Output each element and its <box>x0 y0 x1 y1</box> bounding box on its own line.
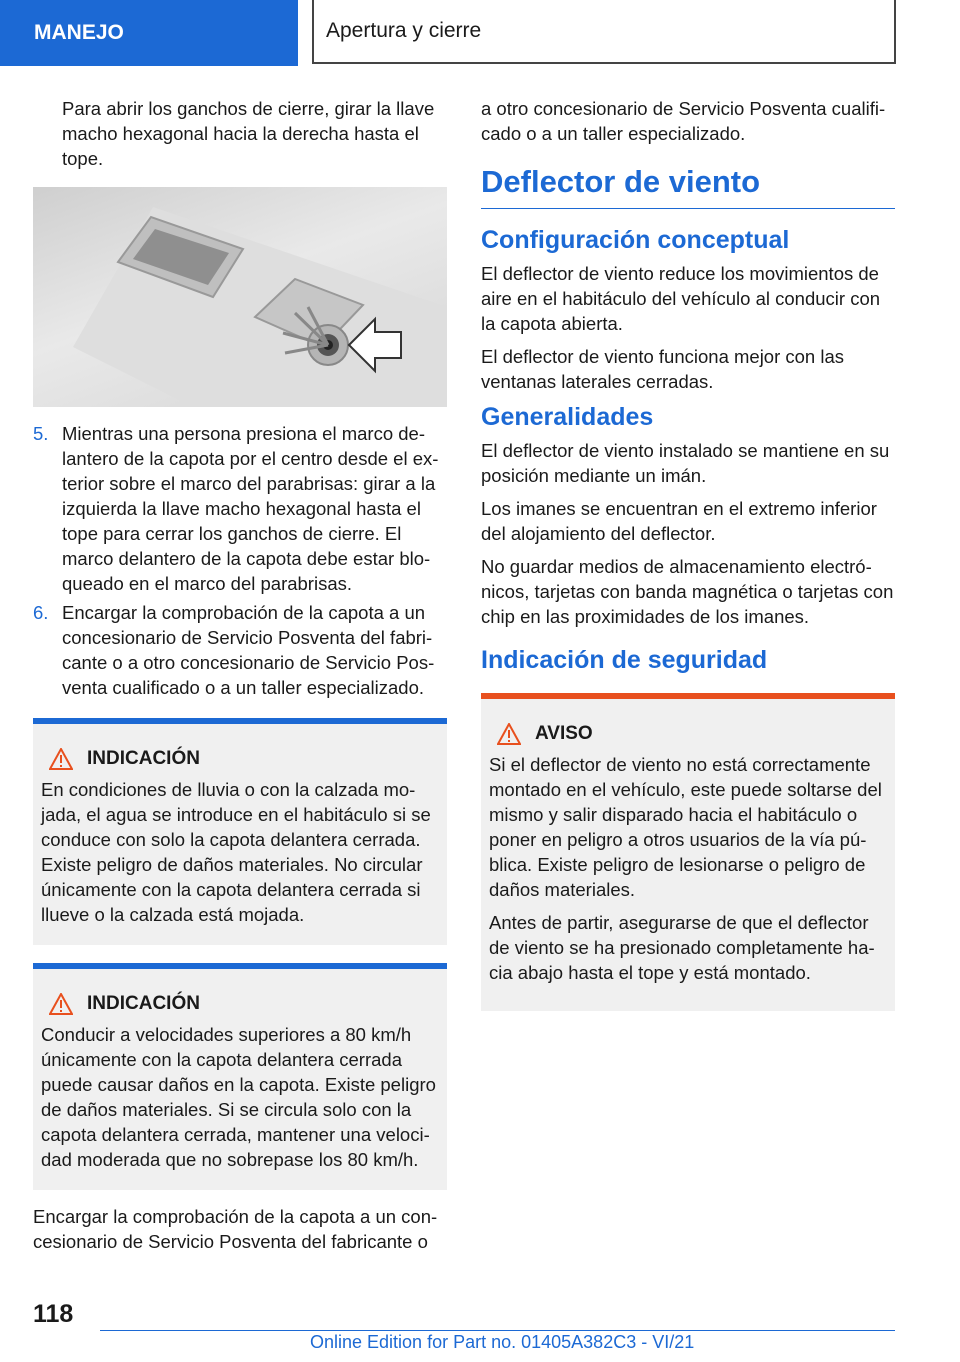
intro-paragraph: Para abrir los ganchos de cierre, girar la llave macho hexagonal hacia la derecha hasta el tope. <box>62 98 435 169</box>
notice-title <box>41 991 437 1016</box>
left-column <box>33 96 447 1262</box>
step-text: Mientras una persona presiona el marco de-lantero de la capota por el centro desde el ex-terior sobre el marco del parabrisas: girar a la izquierda la llave macho hexagonal hasta el tope para cerrar los ganchos de cierre. El marco delantero de la capota debe estar blo-queado en el marco del parabrisas. <box>62 423 439 594</box>
lock-illustration <box>33 187 447 407</box>
header-section-tab: MANEJO <box>0 0 298 66</box>
warning-text: Antes de partir, asegurarse de que el deflector de viento se ha presionado completamente ha-cia abajo hasta el tope y está montado. <box>489 912 875 983</box>
notice-box-rain <box>33 718 447 945</box>
step-number: 6. <box>33 602 49 623</box>
warning-triangle-icon <box>49 993 73 1015</box>
step-text: Encargar la comprobación de la capota a un concesionario de Servicio Posventa del fabri-cante o a otro concesionario de Servicio Pos-venta cualificado o a un taller especializado. <box>62 602 435 698</box>
warning-box <box>481 693 895 1011</box>
step-5 <box>33 421 447 596</box>
heading-safety: Indicación de seguridad <box>481 646 768 674</box>
continuation-paragraph: a otro concesionario de Servicio Posventa cualifi-cado o a un taller especializado. <box>481 98 886 144</box>
notice-title-text: INDICACIÓN <box>87 993 200 1014</box>
paragraph: El deflector de viento funciona mejor con las ventanas laterales cerradas. <box>481 346 845 392</box>
step-number: 5. <box>33 423 49 444</box>
footer-divider <box>100 1330 895 1331</box>
warning-text: Si el deflector de viento no está correctamente montado en el vehículo, este puede soltarse del mismo y salir disparado hacia el habitáculo o poner en peligro a otros usuarios de la vía pú-blica. Existe peligro de lesionarse o peligro de daños materiales. <box>489 754 882 900</box>
closing-paragraph: Encargar la comprobación de la capota a un con-cesionario de Servicio Posventa del fabricante o <box>33 1206 438 1252</box>
header-chapter-title: Apertura y cierre <box>312 0 896 64</box>
page-number: 118 <box>33 1300 74 1328</box>
hex-key-lock-photo <box>33 187 447 407</box>
heading-conceptual: Configuración conceptual <box>481 226 790 254</box>
warning-triangle-icon <box>49 748 73 770</box>
footer-edition-text: Online Edition for Part no. 01405A382C3 - VI/21 <box>310 1332 695 1352</box>
paragraph: El deflector de viento instalado se mantiene en su posición mediante un imán. <box>481 440 890 486</box>
step-6 <box>33 600 447 700</box>
notice-title <box>41 746 437 771</box>
notice-box-speed <box>33 963 447 1190</box>
paragraph: Los imanes se encuentran en el extremo inferior del alojamiento del deflector. <box>481 498 877 544</box>
paragraph: El deflector de viento reduce los movimientos de aire en el habitáculo del vehículo al conducir con la capota abierta. <box>481 263 881 334</box>
heading-general: Generalidades <box>481 403 654 431</box>
notice-text: Conducir a velocidades superiores a 80 km/h únicamente con la capota delantera cerrada puede causar daños en la capota. Existe peligro de daños materiales. Si se circula solo con la capota delantera cerrada, mantener una veloci-dad moderada que no sobrepase los 80 km/h. <box>41 1024 436 1170</box>
notice-text: En condiciones de lluvia o con la calzada mo-jada, el agua se introduce en el habitáculo si se conduce con solo la capota delantera cerrada. Existe peligro de daños materiales. No circular únicamente con la capota delantera cerrada si llueve o la calzada está mojada. <box>41 779 431 925</box>
notice-title-text: INDICACIÓN <box>87 748 200 769</box>
section-title: Deflector de viento <box>481 162 895 209</box>
warning-title-text: AVISO <box>535 723 593 744</box>
paragraph: No guardar medios de almacenamiento electró-nicos, tarjetas con banda magnética o tarjetas con chip en las proximidades de los imanes. <box>481 556 894 627</box>
warning-title <box>489 721 885 746</box>
right-column <box>481 96 895 1011</box>
warning-triangle-icon <box>497 723 521 745</box>
